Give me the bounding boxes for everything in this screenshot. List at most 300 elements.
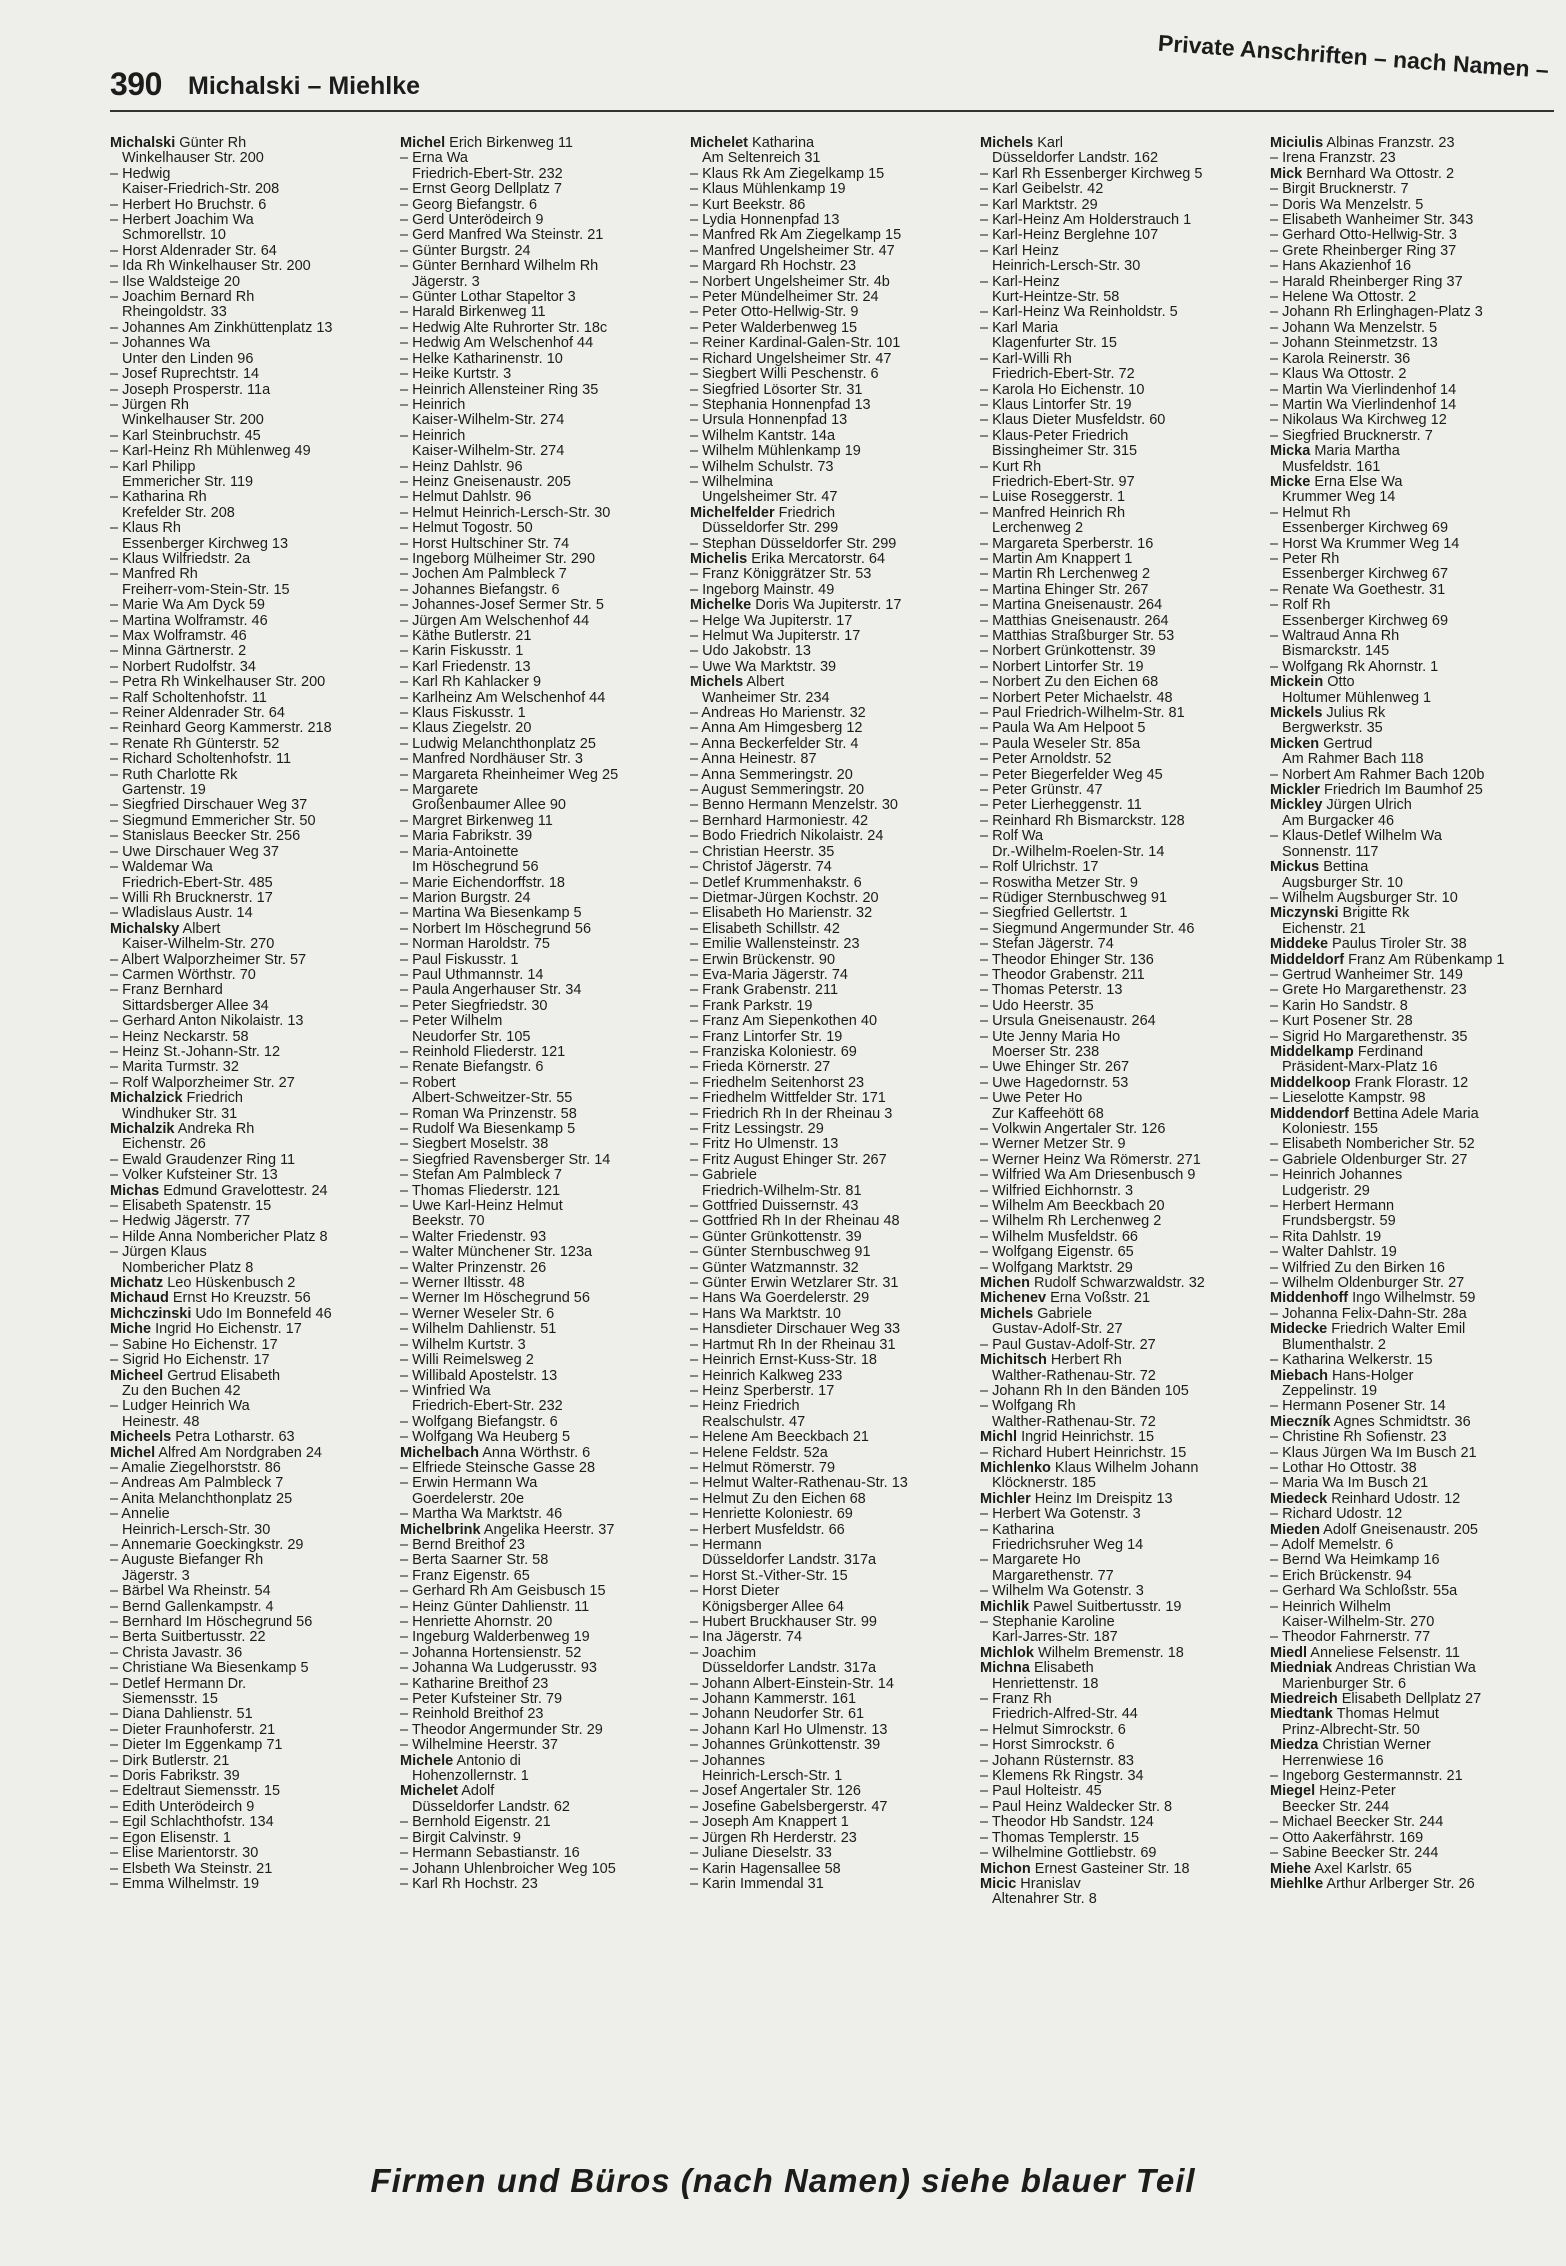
directory-entry: – Sigrid Ho Margarethenstr. 35	[1270, 1028, 1468, 1045]
directory-entry: Michalski Günter Rh	[110, 136, 247, 151]
family-name: Mickels	[1270, 705, 1323, 722]
directory-entry: Winkelhauser Str. 200	[122, 150, 264, 167]
family-name: Miciulis	[1270, 136, 1324, 151]
directory-entry: – Wilhelm Kurtstr. 3	[400, 1336, 526, 1353]
family-name: Middeldorf	[1270, 951, 1345, 968]
directory-entry: – Hilde Anna Nombericher Platz 8	[110, 1228, 328, 1245]
directory-entry: – Rüdiger Sternbuschweg 91	[980, 889, 1168, 906]
directory-entry: – Elisabeth Nombericher Str. 52	[1270, 1136, 1475, 1153]
directory-entry: – Uwe Peter Ho	[980, 1090, 1083, 1107]
family-name: Mickus	[1270, 859, 1320, 876]
directory-entry: – Klaus Ziegelstr. 20	[400, 720, 532, 737]
directory-entry: – Norbert Am Rahmer Bach 120b	[1270, 766, 1485, 783]
directory-entry: Holtumer Mühlenweg 1	[1282, 689, 1432, 706]
family-name: Micken	[1270, 735, 1320, 752]
directory-entry: – Wilhelm Dahlienstr. 51	[400, 1321, 557, 1338]
directory-entry: – Uwe Dirschauer Weg 37	[110, 843, 279, 860]
directory-entry: Windhuker Str. 31	[122, 1105, 238, 1122]
directory-entry: – Sabine Beecker Str. 244	[1270, 1845, 1439, 1862]
directory-entry: – Karin Immendal 31	[690, 1875, 824, 1892]
directory-entry: – Franziska Koloniestr. 69	[690, 1043, 857, 1060]
directory-entry: Ludgeristr. 29	[1282, 1182, 1370, 1199]
directory-entry: – Renate Wa Goethestr. 31	[1270, 581, 1446, 598]
directory-entry: Miedeck Reinhard Udostr. 12	[1270, 1490, 1461, 1507]
directory-entry: – Bernd Breithof 23	[400, 1536, 525, 1553]
directory-entry: Düsseldorfer Landstr. 62	[412, 1798, 570, 1815]
directory-entry: Realschulstr. 47	[702, 1413, 806, 1430]
directory-entry: – Franz Bernhard	[110, 982, 223, 999]
directory-entry: – Thomas Fliederstr. 121	[400, 1182, 561, 1199]
directory-entry: – Helene Feldstr. 52a	[690, 1444, 828, 1461]
directory-entry: – Manfred Ungelsheimer Str. 47	[690, 242, 895, 259]
family-name: Mickler	[1270, 782, 1320, 799]
directory-entry: – Grete Ho Margarethenstr. 23	[1270, 982, 1467, 999]
directory-entry: – Herbert Ho Bruchstr. 6	[110, 196, 267, 213]
directory-entry: – Wilhelm Schulstr. 73	[690, 458, 834, 475]
family-name: Micheel	[110, 1367, 164, 1384]
family-name: Miehlke	[1270, 1875, 1324, 1892]
directory-entry: Mickein Otto	[1270, 674, 1355, 691]
directory-entry: – Johann Neudorfer Str. 61	[690, 1706, 865, 1723]
directory-entry: – Heinz Gneisenaustr. 205	[400, 473, 571, 490]
directory-entry: – Klaus Wa Ottostr. 2	[1270, 366, 1407, 383]
directory-entry: – Hedwig	[110, 165, 171, 182]
directory-entry: – Paul Fiskusstr. 1	[400, 951, 519, 968]
directory-entry: – Karl-Willi Rh	[980, 350, 1072, 367]
directory-entry: – Norman Haroldstr. 75	[400, 936, 550, 953]
directory-entry: – Margard Rh Hochstr. 23	[690, 258, 857, 275]
directory-entry: – Karl Rh Essenberger Kirchweg 5	[980, 165, 1203, 182]
directory-entry: – Johanna Hortensienstr. 52	[400, 1644, 582, 1661]
directory-entry: Friedrich-Alfred-Str. 44	[992, 1706, 1138, 1723]
directory-entry: – Käthe Butlerstr. 21	[400, 628, 532, 644]
directory-entry: – Winfried Wa	[400, 1382, 491, 1399]
directory-entry: – Hansdieter Dirschauer Weg 33	[690, 1321, 901, 1338]
directory-entry: – Marion Burgstr. 24	[400, 889, 531, 906]
directory-entry: Jägerstr. 3	[412, 273, 480, 290]
family-name: Miedza	[1270, 1737, 1319, 1754]
directory-entry: – Johanna Felix-Dahn-Str. 28a	[1270, 1305, 1467, 1322]
directory-entry: Essenberger Kirchweg 69	[1282, 520, 1449, 537]
directory-entry: – Werner Heinz Wa Römerstr. 271	[980, 1151, 1201, 1168]
directory-entry: Musfeldstr. 161	[1282, 458, 1381, 475]
directory-entry: – Heike Kurtstr. 3	[400, 366, 512, 383]
directory-entry: – Helmut Rh	[1270, 504, 1351, 521]
directory-entry: – Johann Karl Ho Ulmenstr. 13	[690, 1721, 888, 1738]
directory-entry: Michitsch Herbert Rh	[980, 1352, 1122, 1369]
directory-entry: – Volkwin Angertaler Str. 126	[980, 1121, 1166, 1137]
directory-entry: – Uwe Wa Marktstr. 39	[690, 658, 837, 675]
directory-entry: Rheingoldstr. 33	[122, 304, 227, 321]
directory-entry: – Herbert Musfeldstr. 66	[690, 1521, 845, 1538]
family-name: Michelet	[400, 1783, 459, 1800]
directory-entry: – Johannes Biefangstr. 6	[400, 581, 560, 598]
directory-entry: – Gerd Manfred Wa Steinstr. 21	[400, 227, 604, 244]
directory-entry: Schmorellstr. 10	[122, 227, 226, 244]
family-name: Michel	[110, 1444, 156, 1461]
directory-entry: – Waltraud Anna Rh	[1270, 628, 1400, 644]
family-name: Mick	[1270, 165, 1303, 182]
directory-entry: – Horst Aldenrader Str. 64	[110, 242, 277, 259]
directory-entry: – Reiner Aldenrader Str. 64	[110, 705, 285, 722]
directory-entry: – Wilhelmine Heerstr. 37	[400, 1737, 558, 1754]
directory-entry: Lerchenweg 2	[992, 520, 1084, 537]
directory-entry: – Heinz Günter Dahlienstr. 11	[400, 1598, 590, 1615]
directory-entry: – Willi Reimelsweg 2	[400, 1352, 534, 1369]
directory-entry: – Wilhelm Rh Lerchenweg 2	[980, 1213, 1162, 1230]
directory-column-3	[690, 136, 970, 2106]
directory-entry: – Josef Ruprechtstr. 14	[110, 366, 260, 383]
directory-entry: – Hermann Posener Str. 14	[1270, 1398, 1446, 1415]
directory-entry: – Norbert Rudolfstr. 34	[110, 658, 256, 675]
directory-entry: – Renate Rh Günterstr. 52	[110, 735, 280, 752]
directory-entry: – Franz Lintorfer Str. 19	[690, 1028, 843, 1045]
directory-entry: Michels Albert	[690, 674, 785, 691]
directory-entry: Miehe Axel Karlstr. 65	[1270, 1860, 1412, 1877]
directory-entry: – Günter Bernhard Wilhelm Rh	[400, 258, 599, 275]
family-name: Michalzick	[110, 1090, 183, 1107]
family-name: Michelke	[690, 597, 752, 614]
directory-entry: – Hermann	[690, 1536, 762, 1553]
directory-entry: – Helmut Wa Jupiterstr. 17	[690, 628, 861, 644]
directory-entry: – Martin Wa Vierlindenhof 14	[1270, 381, 1457, 398]
directory-entry: Bissingheimer Str. 315	[992, 443, 1138, 460]
directory-entry: – Gerhard Anton Nikolaistr. 13	[110, 1013, 304, 1030]
directory-entry: – Wilhelmine Gottliebstr. 69	[980, 1845, 1157, 1862]
directory-entry: – Theodor Ehinger Str. 136	[980, 951, 1154, 968]
directory-entry: – Herbert Joachim Wa	[110, 212, 254, 229]
directory-entry: – Dirk Butlerstr. 21	[110, 1752, 230, 1769]
family-name: Miedtank	[1270, 1706, 1333, 1723]
directory-entry: – Werner Weseler Str. 6	[400, 1305, 555, 1322]
directory-entry: – Ursula Gneisenaustr. 264	[980, 1013, 1156, 1030]
family-name: Miedniak	[1270, 1660, 1333, 1677]
directory-entry: – Fritz August Ehinger Str. 267	[690, 1151, 887, 1168]
directory-entry: – Petra Rh Winkelhauser Str. 200	[110, 674, 326, 691]
directory-entry: – Henriette Ahornstr. 20	[400, 1614, 553, 1630]
directory-entry: – Richard Udostr. 12	[1270, 1506, 1403, 1523]
directory-entry: – Karl-Heinz	[980, 273, 1060, 290]
directory-entry: – Martha Wa Marktstr. 46	[400, 1506, 563, 1523]
directory-entry: Krefelder Str. 208	[122, 504, 235, 521]
directory-entry: – Johann Kammerstr. 161	[690, 1691, 857, 1708]
directory-entry: Blumenthalstr. 2	[1282, 1336, 1386, 1353]
directory-entry: – Ingeborg Mainstr. 49	[690, 581, 835, 598]
directory-entry: – Benno Hermann Menzelstr. 30	[690, 797, 898, 814]
directory-entry: – Theodor Hb Sandstr. 124	[980, 1814, 1154, 1831]
directory-entry: – Heinrich Kalkweg 233	[690, 1367, 843, 1384]
directory-entry: Michel Erich Birkenweg 11	[400, 136, 573, 151]
directory-entry: Margarethenstr. 77	[992, 1567, 1114, 1584]
directory-entry: – Udo Jakobstr. 13	[690, 643, 811, 660]
directory-entry: Altenahrer Str. 8	[992, 1891, 1097, 1908]
directory-entry: Friedrich-Ebert-Str. 97	[992, 473, 1135, 490]
directory-entry: – Karl Marktstr. 29	[980, 196, 1098, 213]
directory-entry: – Günter Erwin Wetzlarer Str. 31	[690, 1275, 899, 1292]
directory-entry: – Peter Mündelheimer Str. 24	[690, 289, 879, 306]
directory-entry: – Johann Wa Menzelstr. 5	[1270, 319, 1438, 336]
directory-entry: – Wilhelm Wa Gotenstr. 3	[980, 1583, 1144, 1600]
directory-entry: Jägerstr. 3	[122, 1567, 190, 1584]
directory-entry: – Paul Friedrich-Wilhelm-Str. 81	[980, 705, 1185, 722]
directory-entry: – Martina Ehinger Str. 267	[980, 581, 1149, 598]
directory-entry: – Norbert Im Höschegrund 56	[400, 920, 592, 937]
directory-entry: – Erich Brückenstr. 94	[1270, 1567, 1412, 1584]
directory-entry: – Wilfried Wa Am Driesenbusch 9	[980, 1167, 1196, 1184]
directory-column-1	[110, 136, 390, 2106]
family-name: Michelbrink	[400, 1521, 481, 1538]
directory-entry: Michalzick Friedrich	[110, 1090, 243, 1107]
directory-entry: Kaiser-Wilhelm-Str. 270	[122, 936, 275, 953]
directory-entry: Heinrich-Lersch-Str. 30	[992, 258, 1141, 275]
directory-entry: – Margarete	[400, 782, 479, 799]
family-name: Middendorf	[1270, 1105, 1349, 1122]
directory-entry: – Kurt Posener Str. 28	[1270, 1013, 1413, 1030]
directory-entry: – Richard Scholtenhofstr. 11	[110, 751, 292, 768]
directory-entry: Michelfelder Friedrich	[690, 504, 836, 521]
directory-entry: Friedrich-Wilhelm-Str. 81	[702, 1182, 862, 1199]
directory-entry: – Karl Maria	[980, 319, 1059, 336]
directory-entry: – Uwe Ehinger Str. 267	[980, 1059, 1130, 1076]
directory-entry: – Heinrich Ernst-Kuss-Str. 18	[690, 1352, 877, 1369]
directory-entry: – Norbert Peter Michaelstr. 48	[980, 689, 1173, 706]
directory-entry: – Klaus Rk Am Ziegelkamp 15	[690, 165, 885, 182]
directory-entry: – Elfriede Steinsche Gasse 28	[400, 1459, 596, 1476]
directory-entry: Friedrich-Ebert-Str. 72	[992, 366, 1135, 383]
directory-entry: – Fritz Lessingstr. 29	[690, 1121, 824, 1137]
directory-entry: – Rolf Rh	[1270, 597, 1331, 614]
directory-entry: – Rolf Walporzheimer Str. 27	[110, 1074, 295, 1091]
family-name: Michels	[980, 136, 1034, 151]
directory-entry: Düsseldorfer Landstr. 317a	[702, 1552, 877, 1569]
directory-entry: – Andreas Am Palmbleck 7	[110, 1475, 284, 1492]
directory-entry: – Manfred Rk Am Ziegelkamp 15	[690, 227, 902, 244]
directory-entry: – Ilse Waldsteige 20	[110, 273, 241, 290]
directory-entry: – Wladislaus Austr. 14	[110, 905, 253, 922]
directory-entry: – Thomas Templerstr. 15	[980, 1829, 1140, 1846]
directory-entry: – Helene Am Beeckbach 21	[690, 1429, 869, 1446]
directory-entry: – Peter Biegerfelder Weg 45	[980, 766, 1163, 783]
directory-entry: – Jürgen Klaus	[110, 1244, 207, 1261]
directory-entry: – Wolfgang Eigenstr. 65	[980, 1244, 1134, 1261]
directory-entry: – Rudolf Wa Biesenkamp 5	[400, 1121, 576, 1137]
directory-entry: Klöcknerstr. 185	[992, 1475, 1096, 1492]
directory-entry: – Klaus Lintorfer Str. 19	[980, 396, 1132, 413]
directory-entry: – Johann Albert-Einstein-Str. 14	[690, 1675, 894, 1692]
family-name: Michalsky	[110, 920, 180, 937]
header-rule	[110, 110, 1554, 112]
directory-entry: – Karin Fiskusstr. 1	[400, 643, 524, 660]
directory-entry: – Stanislaus Beecker Str. 256	[110, 828, 301, 845]
directory-entry: – Günter Grünkottenstr. 39	[690, 1228, 862, 1245]
directory-entry: Moerser Str. 238	[992, 1043, 1100, 1060]
family-name: Michas	[110, 1182, 160, 1199]
directory-entry: – Kurt Rh	[980, 458, 1042, 475]
directory-entry: – Karin Hagensallee 58	[690, 1860, 841, 1877]
directory-entry: Michel Alfred Am Nordgraben 24	[110, 1444, 322, 1461]
directory-entry: – Wolfgang Biefangstr. 6	[400, 1413, 558, 1430]
directory-entry: – Josefine Gabelsbergerstr. 47	[690, 1798, 888, 1815]
directory-entry: – Horst Dieter	[690, 1583, 780, 1600]
directory-entry: – Berta Suitbertusstr. 22	[110, 1629, 266, 1646]
directory-entry: Mickley Jürgen Ulrich	[1270, 797, 1412, 814]
directory-entry: – Rolf Ulrichstr. 17	[980, 859, 1099, 876]
directory-entry: Winkelhauser Str. 200	[122, 412, 264, 429]
directory-entry: Zu den Buchen 42	[122, 1382, 241, 1399]
directory-entry: Karl-Jarres-Str. 187	[992, 1629, 1118, 1646]
directory-entry: Michaud Ernst Ho Kreuzstr. 56	[110, 1290, 311, 1307]
directory-entry: Eichenstr. 21	[1282, 920, 1366, 937]
directory-entry: – Günter Burgstr. 24	[400, 242, 531, 259]
family-name: Michitsch	[980, 1352, 1047, 1369]
directory-entry: – Manfred Heinrich Rh	[980, 504, 1126, 521]
directory-entry: – Franz Rh	[980, 1691, 1052, 1708]
directory-entry: – Horst Simrockstr. 6	[980, 1737, 1115, 1754]
directory-entry: – Dieter Im Eggenkamp 71	[110, 1737, 283, 1754]
directory-entry: Micic Hranislav	[980, 1875, 1081, 1892]
directory-entry: – Katharina Welkerstr. 15	[1270, 1352, 1433, 1369]
directory-entry: – Amalie Ziegelhorststr. 86	[110, 1459, 281, 1476]
directory-entry: – Klaus-Detlef Wilhelm Wa	[1270, 828, 1442, 845]
directory-entry: – Wilhelm Musfeldstr. 66	[980, 1228, 1138, 1245]
directory-entry: – Heinz Sperberstr. 17	[690, 1382, 835, 1399]
directory-entry: – Stefan Am Palmbleck 7	[400, 1167, 562, 1184]
directory-entry: – Gerhard Otto-Hellwig-Str. 3	[1270, 227, 1457, 244]
directory-entry: – Emilie Wallensteinstr. 23	[690, 936, 860, 953]
directory-entry: – Lothar Ho Ottostr. 38	[1270, 1459, 1417, 1476]
family-name: Michalzik	[110, 1121, 175, 1137]
directory-entry: – Diana Dahlienstr. 51	[110, 1706, 253, 1723]
directory-entry: – Paul Gustav-Adolf-Str. 27	[980, 1336, 1156, 1353]
family-name: Michczinski	[110, 1305, 192, 1322]
directory-entry: – Bärbel Wa Rheinstr. 54	[110, 1583, 271, 1600]
directory-entry: – Johann Rh Erlinghagen-Platz 3	[1270, 304, 1483, 321]
directory-entry: – Volker Kufsteiner Str. 13	[110, 1167, 278, 1184]
directory-entry: – Klaus Wilfriedstr. 2a	[110, 550, 251, 567]
directory-entry: – Gabriele Oldenburger Str. 27	[1270, 1151, 1468, 1168]
directory-entry: – Berta Saarner Str. 58	[400, 1552, 549, 1569]
directory-entry: – Maria Wa Im Busch 21	[1270, 1475, 1429, 1492]
directory-entry: – Stefan Jägerstr. 74	[980, 936, 1114, 953]
directory-entry: – Theodor Fahrnerstr. 77	[1270, 1629, 1431, 1646]
directory-entry: – Johannes Wa	[110, 335, 211, 352]
directory-entry: – Siegfried Brucknerstr. 7	[1270, 427, 1433, 444]
family-name: Michaud	[110, 1290, 169, 1307]
directory-entry: – Christa Javastr. 36	[110, 1644, 243, 1661]
directory-entry: – Anita Melanchthonplatz 25	[110, 1490, 293, 1507]
directory-entry: – Adolf Memelstr. 6	[1270, 1536, 1394, 1553]
directory-entry: – Maria-Antoinette	[400, 843, 519, 860]
directory-entry: – Thomas Peterstr. 13	[980, 982, 1123, 999]
directory-entry: – Elsbeth Wa Steinstr. 21	[110, 1860, 273, 1877]
directory-entry: – Helmut Heinrich-Lersch-Str. 30	[400, 504, 611, 521]
directory-entry: – Harald Birkenweg 11	[400, 304, 546, 321]
directory-entry: – Wilfried Eichhornstr. 3	[980, 1182, 1134, 1199]
directory-entry: – Peter Rh	[1270, 550, 1340, 567]
directory-entry: – Karl Philipp	[110, 458, 196, 475]
directory-entry: – Heinz Neckarstr. 58	[110, 1028, 249, 1045]
directory-entry: – Renate Biefangstr. 6	[400, 1059, 544, 1076]
directory-entry: – Erwin Hermann Wa	[400, 1475, 538, 1492]
directory-entry: – Theodor Angermunder Str. 29	[400, 1721, 603, 1738]
directory-entry: – Birgit Brucknerstr. 7	[1270, 181, 1409, 198]
directory-entry: – August Semmeringstr. 20	[690, 782, 865, 799]
directory-entry: Frundsbergstr. 59	[1282, 1213, 1396, 1230]
directory-entry: – Michael Beecker Str. 244	[1270, 1814, 1444, 1831]
directory-entry: Miche Ingrid Ho Eichenstr. 17	[110, 1321, 302, 1338]
directory-entry: – Heinrich	[400, 427, 466, 444]
directory-entry: Gustav-Adolf-Str. 27	[992, 1321, 1123, 1338]
directory-entry: – Frieda Körnerstr. 27	[690, 1059, 831, 1076]
directory-entry: – Manfred Nordhäuser Str. 3	[400, 751, 583, 768]
directory-entry: Bergwerkstr. 35	[1282, 720, 1383, 737]
directory-columns	[110, 136, 1550, 2106]
directory-entry: Herrenwiese 16	[1282, 1752, 1384, 1769]
directory-entry: Miebach Hans-Holger	[1270, 1367, 1414, 1384]
directory-entry: Augsburger Str. 10	[1282, 874, 1403, 891]
directory-entry: – Marie Wa Am Dyck 59	[110, 597, 265, 614]
directory-entry: Midecke Friedrich Walter Emil	[1270, 1321, 1466, 1338]
directory-entry: – Juliane Dieselstr. 33	[690, 1845, 832, 1862]
directory-column-2	[400, 136, 680, 2106]
directory-entry: – Elisabeth Wanheimer Str. 343	[1270, 212, 1474, 229]
directory-entry: – Annemarie Goeckingkstr. 29	[110, 1536, 304, 1553]
family-name: Michels	[690, 674, 744, 691]
family-name: Michl	[980, 1429, 1018, 1446]
directory-entry: – Norbert Grünkottenstr. 39	[980, 643, 1156, 660]
directory-entry: – Auguste Biefanger Rh	[110, 1552, 264, 1569]
directory-entry: Miedza Christian Werner	[1270, 1737, 1431, 1754]
directory-entry: – Helene Wa Ottostr. 2	[1270, 289, 1417, 306]
directory-entry: Wanheimer Str. 234	[702, 689, 830, 706]
family-name: Miedeck	[1270, 1490, 1328, 1507]
directory-entry: Sittardsberger Allee 34	[122, 997, 269, 1014]
family-name: Miegel	[1270, 1783, 1316, 1800]
directory-entry: – Manfred Rh	[110, 566, 198, 583]
directory-entry: – Willi Rh Brucknerstr. 17	[110, 889, 273, 906]
directory-entry: – Margret Birkenweg 11	[400, 812, 553, 829]
directory-entry: Hohenzollernstr. 1	[412, 1768, 529, 1785]
directory-entry: Michlok Wilhelm Bremenstr. 18	[980, 1644, 1184, 1661]
directory-entry: Neudorfer Str. 105	[412, 1028, 531, 1045]
directory-entry: – Wilhelm Mühlenkamp 19	[690, 443, 861, 460]
directory-entry: Friedrichsruher Weg 14	[992, 1536, 1144, 1553]
directory-entry: – Frank Grabenstr. 211	[690, 982, 839, 999]
directory-entry: – Karola Reinerstr. 36	[1270, 350, 1411, 367]
directory-entry: – Norbert Lintorfer Str. 19	[980, 658, 1144, 675]
directory-entry: – Otto Aakerfährstr. 169	[1270, 1829, 1424, 1846]
directory-entry: – Paula Weseler Str. 85a	[980, 735, 1141, 752]
directory-entry: – Bernhard Im Höschegrund 56	[110, 1614, 313, 1630]
family-name: Michel	[400, 136, 446, 151]
directory-entry: – Gerhard Wa Schloßstr. 55a	[1270, 1583, 1458, 1600]
directory-entry: – Helge Wa Jupiterstr. 17	[690, 612, 853, 629]
directory-entry: – Elisabeth Schillstr. 42	[690, 920, 840, 937]
directory-entry: – Siegfried Ravensberger Str. 14	[400, 1151, 611, 1168]
directory-entry: – Wilhelm Augsburger Str. 10	[1270, 889, 1458, 906]
directory-entry: Middendorf Bettina Adele Maria	[1270, 1105, 1479, 1122]
directory-entry: – Heinrich Johannes	[1270, 1167, 1403, 1184]
directory-entry: Friedrich-Ebert-Str. 485	[122, 874, 273, 891]
directory-entry: – Udo Heerstr. 35	[980, 997, 1094, 1014]
directory-entry: – Klaus Fiskusstr. 1	[400, 705, 526, 722]
directory-entry: Mickus Bettina	[1270, 859, 1369, 876]
directory-entry: Michas Edmund Gravelottestr. 24	[110, 1182, 328, 1199]
directory-entry: – Klaus Mühlenkamp 19	[690, 181, 846, 198]
family-name: Miche	[110, 1321, 152, 1338]
directory-entry: – Matthias Gneisenaustr. 264	[980, 612, 1169, 629]
directory-entry: – Christof Jägerstr. 74	[690, 859, 832, 876]
